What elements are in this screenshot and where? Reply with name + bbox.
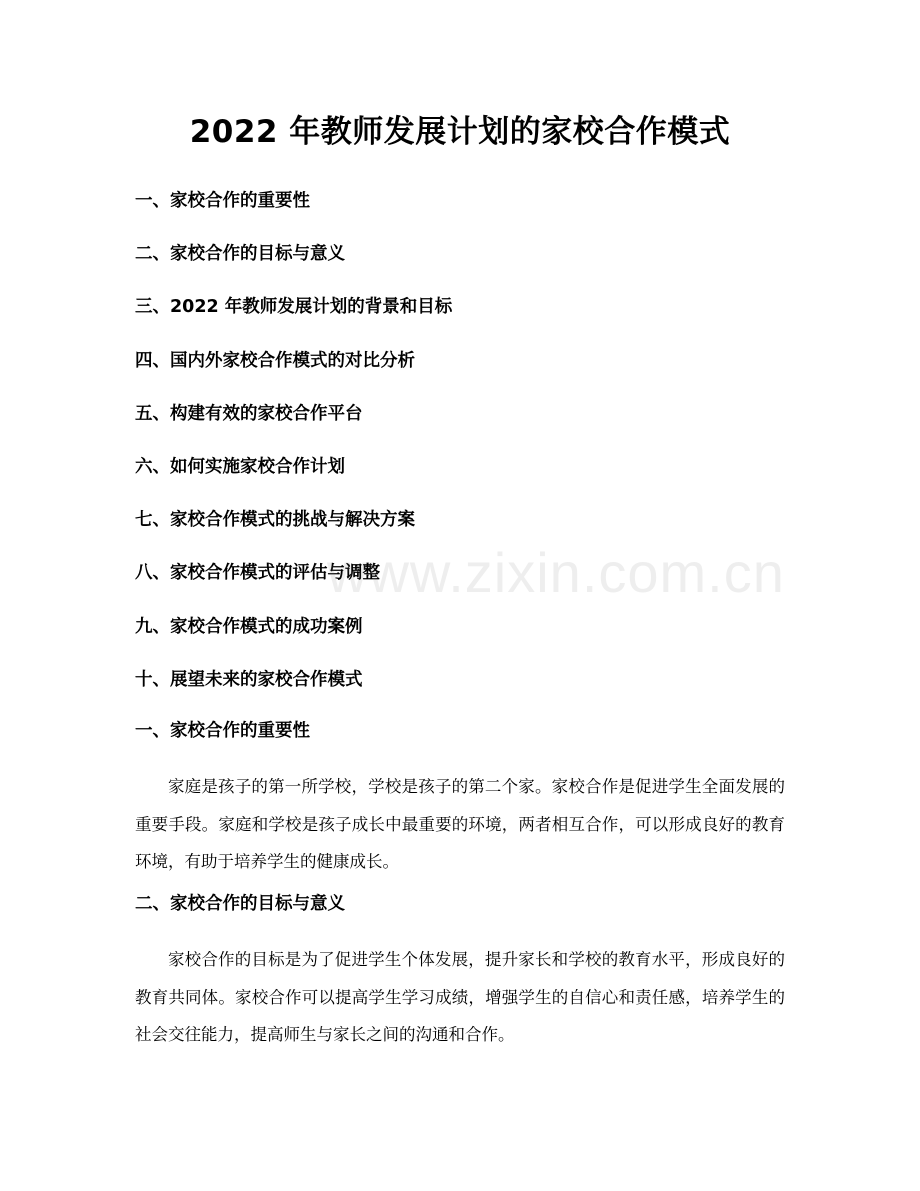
section-paragraph: 家庭是孩子的第一所学校，学校是孩子的第二个家。家校合作是促进学生全面发展的重要手段。家庭和学校是孩子成长中最重要的环境，两者相互合作，可以形成良好的教育环境，有助于培养学生的健康成长。 xyxy=(135,777,785,871)
toc-item: 五、构建有效的家校合作平台 xyxy=(135,403,363,424)
watermark: www.zixin.com.cn xyxy=(327,541,785,604)
section-heading: 一、家校合作的重要性 xyxy=(135,721,310,741)
section-goals xyxy=(135,889,785,1054)
toc-item: 二、家校合作的目标与意义 xyxy=(135,244,345,265)
toc-item: 八、家校合作模式的评估与调整 xyxy=(135,563,380,584)
toc-item: 一、家校合作的重要性 xyxy=(135,191,310,211)
section-importance xyxy=(135,716,785,881)
section-heading: 二、家校合作的目标与意义 xyxy=(135,894,345,914)
toc-item: 七、家校合作模式的挑战与解决方案 xyxy=(135,510,415,531)
toc-item: 四、国内外家校合作模式的对比分析 xyxy=(135,350,415,371)
table-of-contents xyxy=(135,186,452,718)
section-paragraph: 家校合作的目标是为了促进学生个体发展，提升家长和学校的教育水平，形成良好的教育共同体。家校合作可以提高学生学习成绩，增强学生的自信心和责任感，培养学生的社会交往能力，提高师生与家长之间的沟通和合作。 xyxy=(135,950,785,1044)
toc-item: 三、2022 年教师发展计划的背景和目标 xyxy=(135,297,453,318)
toc-item: 六、如何实施家校合作计划 xyxy=(135,456,345,477)
toc-item: 十、展望未来的家校合作模式 xyxy=(135,669,363,690)
toc-item: 九、家校合作模式的成功案例 xyxy=(135,616,363,637)
document-title: 2022 年教师发展计划的家校合作模式 xyxy=(189,114,731,150)
